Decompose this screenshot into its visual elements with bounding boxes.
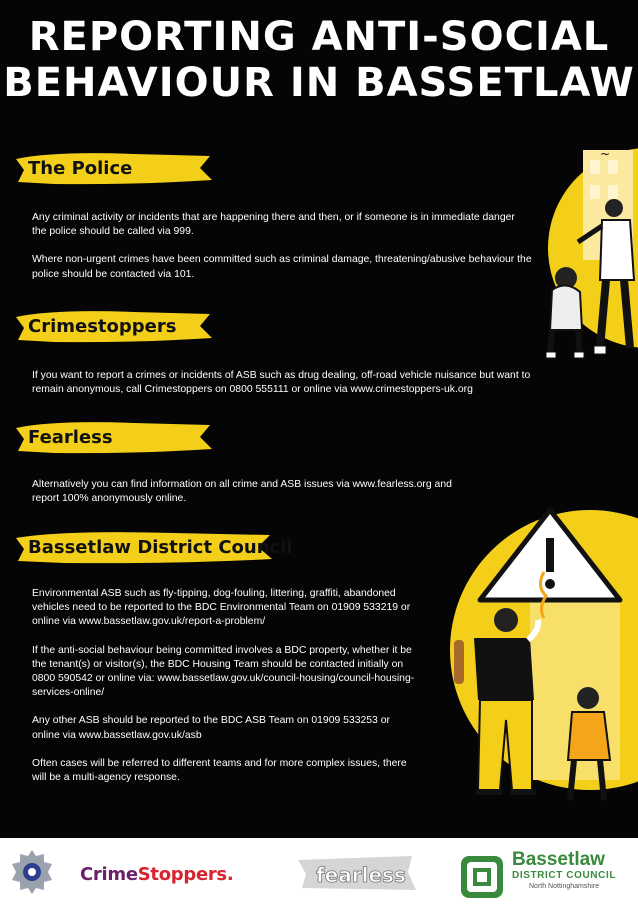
fearless-logo-text: fearless — [316, 863, 406, 887]
council-p4: Often cases will be referred to different teams and for more complex issues, there will be a multi-agency response. — [32, 757, 407, 784]
fearless-logo — [294, 852, 418, 894]
title-line-2: BEHAVIOUR IN BASSETLAW — [3, 60, 635, 106]
police-text — [32, 211, 532, 282]
heading-crimestoppers — [14, 307, 176, 345]
police-illustration — [538, 130, 638, 370]
police-p1: Any criminal activity or incidents that are happening there and then, or if someone is in immediate danger the police should be called via 999. — [32, 212, 515, 238]
heading-council-label: Bassetlaw District Council — [28, 536, 293, 558]
title-line-1: REPORTING ANTI-SOCIAL — [28, 14, 610, 60]
council-p3: Any other ASB should be reported to the BDC ASB Team on 01909 533253 or online via www.bassetlaw.gov.uk/asb — [32, 715, 390, 741]
bdc-sub: DISTRICT COUNCIL — [512, 870, 617, 881]
fearless-text — [32, 478, 472, 506]
crimestoppers-logo-b: Stoppers. — [137, 864, 234, 885]
police-p2: Where non-urgent crimes have been committed such as criminal damage, threatening/abusive behaviour the police should be contacted via 101. — [32, 254, 532, 280]
asb-illustration — [440, 500, 638, 830]
council-text — [32, 587, 417, 785]
heading-police — [14, 149, 132, 187]
page-title — [0, 16, 638, 104]
heading-crimestoppers-label: Crimestoppers — [28, 315, 177, 337]
bdc-name: Bassetlaw — [512, 849, 605, 870]
heading-council — [14, 528, 293, 566]
bdc-region: North Nottinghamshire — [529, 883, 600, 890]
crimestoppers-p1: If you want to report a crimes or incidents of ASB such as drug dealing, off-road vehicle nuisance but want to remain anonymous, call Crimestoppers on 0800 555111 or online via www.crimestoppers-uk.org — [32, 370, 531, 396]
footer-logos — [0, 838, 638, 907]
heading-fearless — [14, 418, 113, 456]
bdc-logo-icon — [459, 854, 505, 900]
crimestoppers-logo — [80, 864, 233, 885]
svg-text:~: ~ — [600, 147, 611, 161]
fearless-p1: Alternatively you can find information on all crime and ASB issues via www.fearless.org and report 100% anonymously online. — [32, 479, 452, 505]
police-crest-icon — [8, 848, 56, 896]
heading-police-label: The Police — [28, 157, 133, 179]
council-p1: Environmental ASB such as fly-tipping, dog-fouling, littering, graffiti, abandoned vehicles need to be reported to the BDC Environmental Team on 01909 533219 or online via www.bassetlaw.gov.uk/report-a-problem/ — [32, 588, 411, 628]
heading-fearless-label: Fearless — [28, 426, 113, 448]
crimestoppers-logo-a: Crime — [80, 864, 138, 885]
crimestoppers-text — [32, 369, 562, 397]
council-p2: If the anti-social behaviour being committed involves a BDC property, whether it be the tenant(s) or visitor(s), the BDC Housing Team should be contacted initially on 0800 590542 or online via: www.bassetlaw.gov.uk/council-housing/council-housing-services-online/ — [32, 644, 415, 699]
bdc-logo-text — [512, 850, 616, 892]
